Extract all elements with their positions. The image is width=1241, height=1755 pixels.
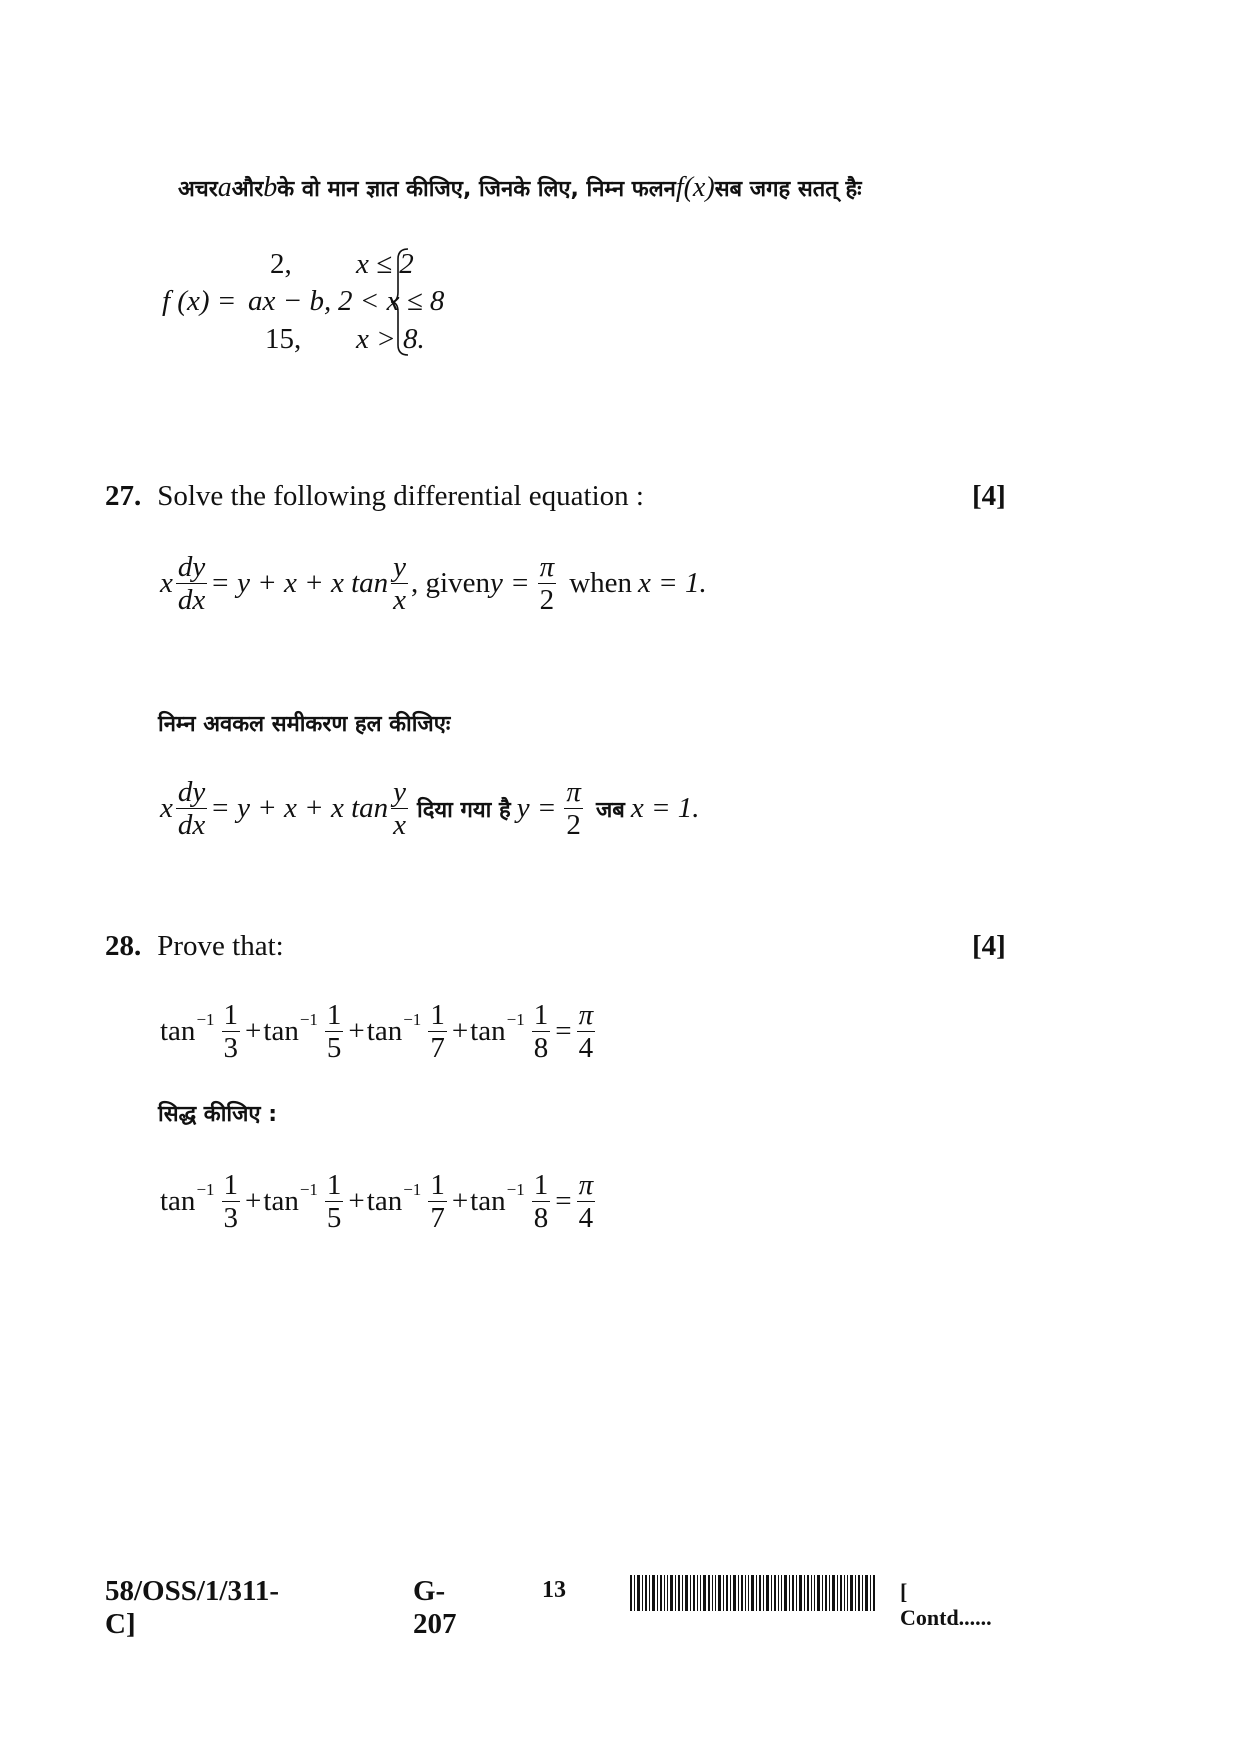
piece-3-expr: 15, — [265, 323, 302, 355]
piece-3-cond: x > 8. — [356, 323, 425, 355]
contd-label: [ Contd...... — [900, 1579, 992, 1630]
y-over-x-fraction: $\frac{y}{x}$ — [393, 776, 407, 842]
piecewise-function: f (x) = 2, x ≤ 2 ax − b, 2 < x ≤ 8 15, x > 8. — [160, 245, 460, 360]
q28-number: 28. — [105, 930, 142, 962]
paper-code: 58/OSS/1/311-C] — [105, 1575, 280, 1640]
y-over-x-fraction: $\frac{y}{x}$ — [393, 551, 407, 617]
q28-equation-en: tan −1 $\frac{1}{3}$ + tan −1 $\frac{1}{5}$ + tan −1 $\frac{1}{7}$ + tan −1 $\frac{1}{8}$ = $\frac{\pi}{4}$ — [160, 999, 594, 1065]
intro-hindi: अचर a और b के वो मान ज्ञात कीजिए, जिनके लिए, निम्न फलन f(x) सब जगह सतत् हैः — [178, 172, 862, 203]
barcode-icon — [630, 1575, 876, 1611]
q28-header — [105, 930, 284, 963]
q28-text: Prove that: — [157, 930, 284, 962]
q27-text-hindi: निम्न अवकल समीकरण हल कीजिएः — [158, 712, 451, 737]
piece-1-expr: 2, — [270, 248, 292, 280]
piece-1-cond: x ≤ 2 — [356, 248, 414, 280]
q27-text: Solve the following differential equation : — [157, 480, 644, 512]
dy-dx-fraction: $\frac{dy}{dx}$ — [177, 776, 206, 842]
page-number: 13 — [542, 1577, 566, 1603]
piece-2-expr: ax − b, — [248, 285, 332, 317]
piece-2-cond: 2 < x ≤ 8 — [338, 285, 445, 317]
q27-number: 27. — [105, 480, 142, 512]
q27-equation-en: x $\frac{dy}{dx}$ = y + x + x tan $\frac{y}{x}$ , given y = $\frac{\pi}{2}$ when x = 1. — [160, 551, 707, 617]
q28-equation-hi: tan −1 $\frac{1}{3}$ + tan −1 $\frac{1}{5}$ + tan −1 $\frac{1}{7}$ + tan −1 $\frac{1}{8}$ = $\frac{\pi}{4}$ — [160, 1169, 594, 1235]
pi-over-2-fraction: $\frac{\pi}{2}$ — [566, 776, 581, 842]
q28-marks: [4] — [972, 930, 1006, 962]
q27-header — [105, 480, 644, 513]
q28-text-hindi: सिद्ध कीजिए : — [158, 1102, 278, 1127]
q27-marks: [4] — [972, 480, 1006, 512]
pi-over-2-fraction: $\frac{\pi}{2}$ — [539, 551, 555, 617]
q27-equation-hi: x $\frac{dy}{dx}$ = y + x + x tan $\frac{y}{x}$ दिया गया है y = $\frac{\pi}{2}$ जब x = 1. — [160, 776, 700, 842]
dy-dx-fraction: $\frac{dy}{dx}$ — [177, 551, 206, 617]
series-code: G-207 — [413, 1575, 457, 1640]
